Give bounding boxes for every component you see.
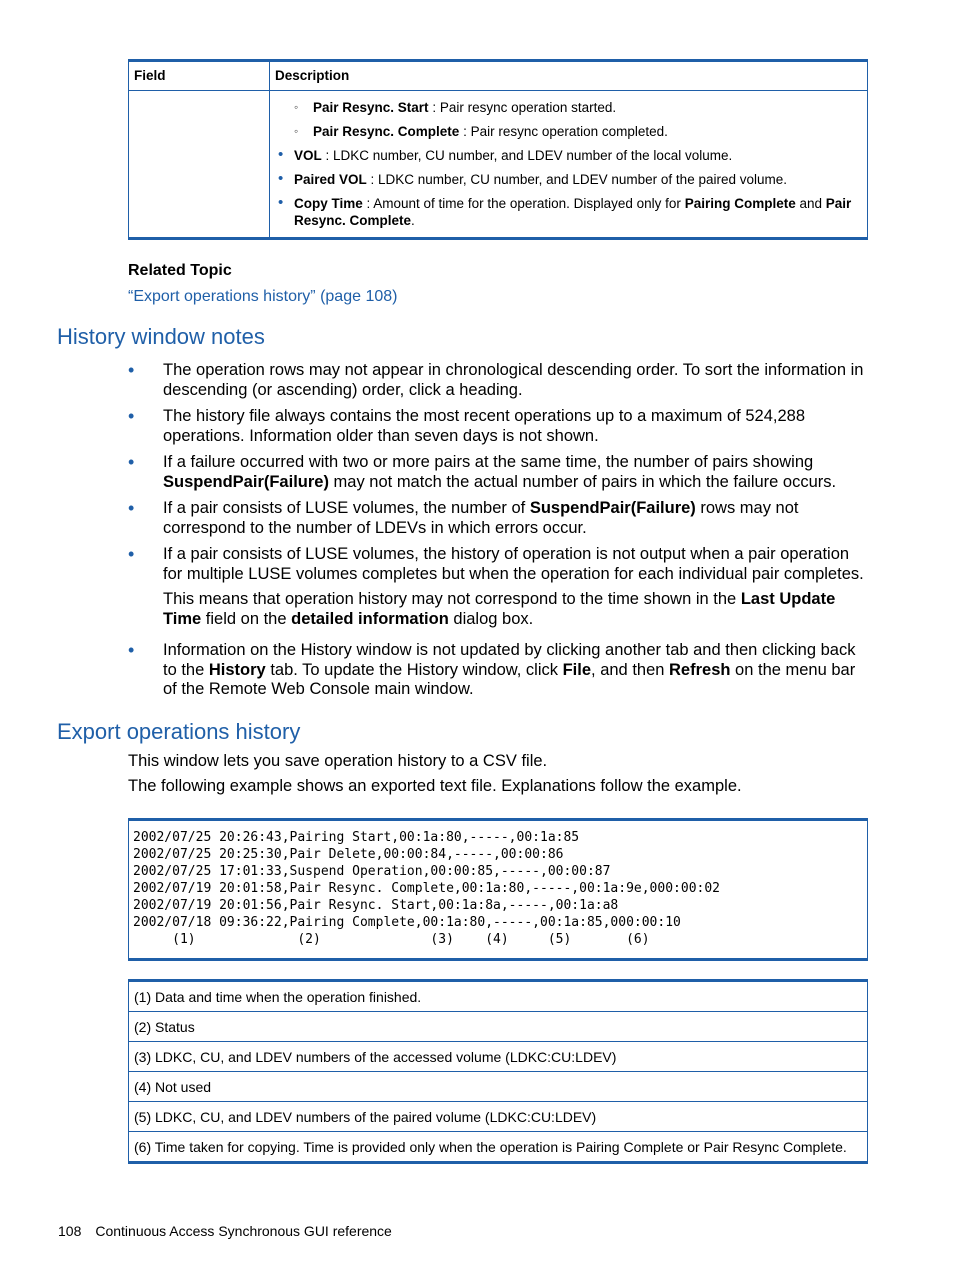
list-item: • If a pair consists of LUSE volumes, the history of operation is not output when a pair operation for multiple LUSE volumes completes but when the operation for each individual pair completes. This means that operation history may not correspond to the time shown in the Last Update Time field on the detailed information dialog box. xyxy=(128,545,870,629)
legend-cell: (3) LDKC, CU, and LDEV numbers of the accessed volume (LDKC:CU:LDEV) xyxy=(129,1042,868,1072)
list-item: ◦ Pair Resync. Complete : Pair resync operation completed. xyxy=(294,124,668,139)
list-item: • If a pair consists of LUSE volumes, the number of SuspendPair(Failure) rows may not correspond to the number of LDEVs in which errors occur. xyxy=(128,498,799,537)
legend-table xyxy=(128,979,868,1164)
code-line: (1) (2) (3) (4) (5) (6) xyxy=(133,932,650,947)
code-line: 2002/07/25 20:26:43,Pairing Start,00:1a:80,-----,00:1a:85 xyxy=(133,830,580,845)
code-line: 2002/07/25 17:01:33,Suspend Operation,00:00:85,-----,00:00:87 xyxy=(133,864,611,879)
table-row xyxy=(129,1102,868,1132)
legend-cell: (4) Not used xyxy=(129,1072,868,1102)
bullet-icon: • xyxy=(128,360,135,380)
list-item: • VOL : LDKC number, CU number, and LDEV number of the local volume. xyxy=(278,146,733,163)
table-row xyxy=(129,1132,868,1163)
legend-cell: (6) Time taken for copying. Time is provided only when the operation is Pairing Complete or Pair Resync Complete. xyxy=(129,1132,868,1163)
field-cell xyxy=(129,91,270,239)
table-header-row xyxy=(129,61,868,91)
bullet-icon: • xyxy=(128,498,135,518)
bullet-icon: • xyxy=(278,194,284,211)
bullet-icon: • xyxy=(278,146,284,163)
list-item: ◦ Pair Resync. Start : Pair resync operation started. xyxy=(294,100,617,115)
bullet-icon: • xyxy=(128,452,135,472)
page-number: 108 xyxy=(58,1223,82,1239)
note-paragraph: This means that operation history may not correspond to the time shown in the Last Update Time field on the detailed information dialog box. xyxy=(163,590,836,628)
bullet-icon: • xyxy=(128,640,135,660)
table-row xyxy=(129,1042,868,1072)
code-line: 2002/07/19 20:01:58,Pair Resync. Complete,00:1a:80,-----,00:1a:9e,000:00:02 xyxy=(133,881,720,896)
related-topic-link[interactable]: “Export operations history” (page 108) xyxy=(128,288,398,305)
field-description-table xyxy=(128,59,868,240)
hollow-bullet-icon: ◦ xyxy=(294,100,299,114)
paragraph: The following example shows an exported text file. Explanations follow the example. xyxy=(128,777,742,795)
list-item: • Copy Time : Amount of time for the operation. Displayed only for Pairing Complete and Pair Resync. Complete. xyxy=(278,194,852,228)
code-line: 2002/07/25 20:25:30,Pair Delete,00:00:84,-----,00:00:86 xyxy=(133,847,564,862)
legend-cell: (1) Data and time when the operation finished. xyxy=(129,981,868,1012)
header-description: Description xyxy=(270,61,868,91)
notes-list xyxy=(128,361,870,707)
footer-title: Continuous Access Synchronous GUI reference xyxy=(95,1223,392,1239)
related-topic-title: Related Topic xyxy=(128,262,232,279)
list-item: • Paired VOL : LDKC number, CU number, and LDEV number of the paired volume. xyxy=(278,170,787,187)
list-item: • The history file always contains the most recent operations up to a maximum of 524,288 operations. Information older than seven days is not shown. xyxy=(128,406,805,445)
code-line: 2002/07/19 20:01:56,Pair Resync. Start,00:1a:8a,-----,00:1a:a8 xyxy=(133,898,619,913)
legend-cell: (5) LDKC, CU, and LDEV numbers of the paired volume (LDKC:CU:LDEV) xyxy=(129,1102,868,1132)
section-heading: Export operations history xyxy=(57,719,301,744)
page-footer xyxy=(58,1223,392,1239)
hollow-bullet-icon: ◦ xyxy=(294,124,299,138)
table-row xyxy=(129,1012,868,1042)
description-cell xyxy=(270,91,868,239)
list-item: • The operation rows may not appear in chronological descending order. To sort the information in descending (or ascending) order, click a heading. xyxy=(128,360,864,399)
bullet-icon: • xyxy=(278,170,284,187)
table-row xyxy=(129,981,868,1012)
code-line: 2002/07/18 09:36:22,Pairing Complete,00:1a:80,-----,00:1a:85,000:00:10 xyxy=(133,915,681,930)
bullet-icon: • xyxy=(128,406,135,426)
table-row xyxy=(129,91,868,239)
description-list xyxy=(275,99,862,229)
code-example xyxy=(128,818,868,961)
list-item: • Information on the History window is not updated by clicking another tab and then clicking back to the History tab. To update the History window, click File, and then Refresh on the menu bar of the Remote Web Console main window. xyxy=(128,640,856,698)
bullet-icon: • xyxy=(128,544,135,564)
section-heading: History window notes xyxy=(57,324,265,349)
list-item: • If a failure occurred with two or more pairs at the same time, the number of pairs showing SuspendPair(Failure) may not match the actual number of pairs in which the failure occurs. xyxy=(128,452,837,491)
table-row xyxy=(129,1072,868,1102)
header-field: Field xyxy=(129,61,270,91)
legend-cell: (2) Status xyxy=(129,1012,868,1042)
paragraph: This window lets you save operation history to a CSV file. xyxy=(128,752,548,770)
